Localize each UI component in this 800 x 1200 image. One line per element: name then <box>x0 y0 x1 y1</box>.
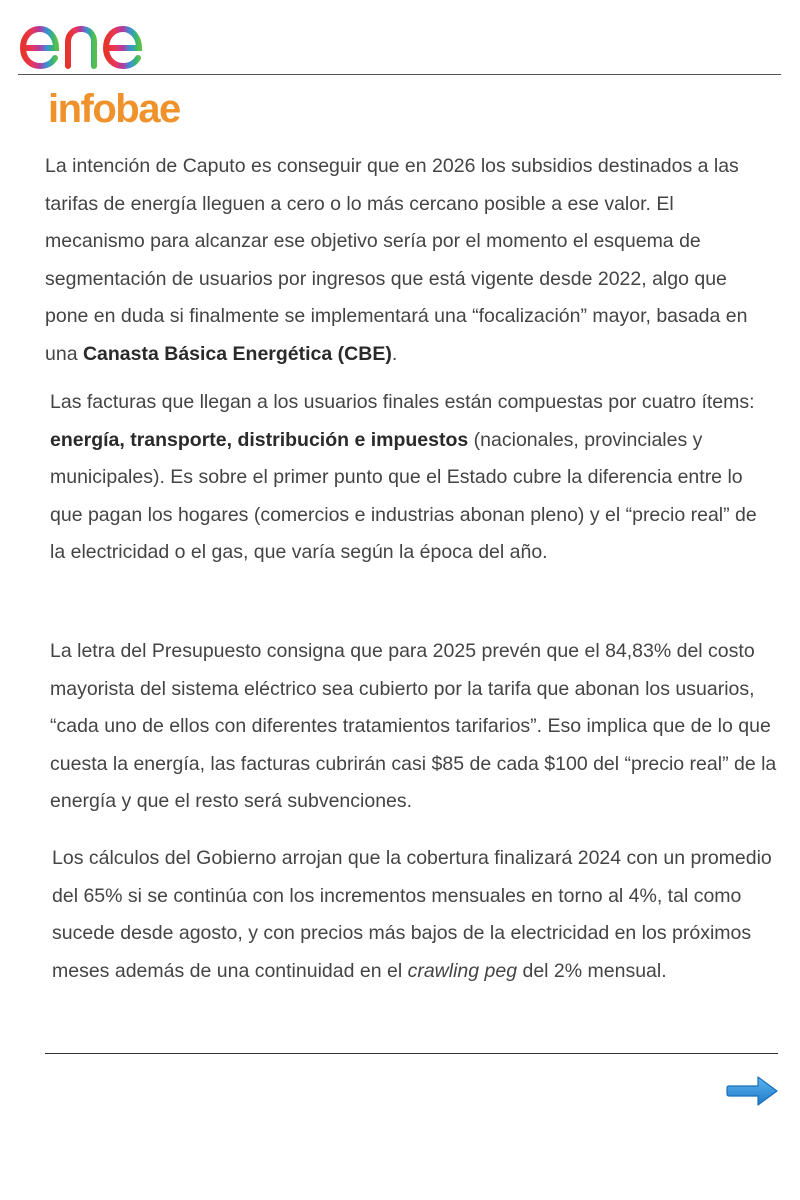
paragraph-text: La intención de Caputo es conseguir que en 2026 los subsidios destinados a las tarifas de energía lleguen a cero o lo más cercano posible a ese valor. El mecanismo para alcanzar ese objetivo sería por el momento el esquema de segmentación de usuarios por ingresos que está vigente desde 2022, algo que pone en duda si finalmente se implementará una “focalización” mayor, basada en una <box>45 155 748 365</box>
arrow-right-icon[interactable] <box>726 1074 780 1108</box>
article-paragraph-1 <box>45 148 775 373</box>
footer-divider <box>45 1053 778 1054</box>
article-paragraph-4 <box>52 840 774 990</box>
paragraph-bold-text: Canasta Básica Energética (CBE) <box>82 342 392 365</box>
enel-logo <box>18 4 190 72</box>
paragraph-text: (nacionales, provinciales y municipales). Es sobre el primer punto que el Estado cubre la diferencia entre lo que pagan los hogares (comercios e industrias abonan pleno) y el “precio real” de la electricidad o el gas, que varía según la época del año. <box>50 428 757 563</box>
paragraph-italic-text: crawling peg <box>407 959 518 982</box>
paragraph-text: . <box>391 342 398 365</box>
article-paragraph-3: La letra del Presupuesto consigna que para 2025 prevén que el 84,83% del costo mayorista del sistema eléctrico sea cubierto por la tarifa que abonan los usuarios, “cada uno de ellos con diferentes tratamientos tarifarios”. Eso implica que de lo que cuesta la energía, las facturas cubrirán casi $85 de cada $100 del “precio real” de la energía y que el resto será subvenciones. <box>50 640 777 812</box>
paragraph-bold-text: energía, transporte, distribución e impuestos <box>50 428 469 451</box>
header-divider <box>18 74 781 75</box>
infobae-logo: infobae <box>48 87 180 131</box>
paragraph-text: Las facturas que llegan a los usuarios finales están compuestas por cuatro ítems: <box>50 391 755 413</box>
article-paragraph-2 <box>50 384 775 572</box>
paragraph-text: Los cálculos del Gobierno arrojan que la cobertura finalizará 2024 con un promedio del 65% si se continúa con los incrementos mensuales en torno al 4%, tal como sucede desde agosto, y con precios más bajos de la electricidad en los próximos meses además de una continuidad en el <box>52 847 772 982</box>
paragraph-text: del 2% mensual. <box>517 959 667 982</box>
